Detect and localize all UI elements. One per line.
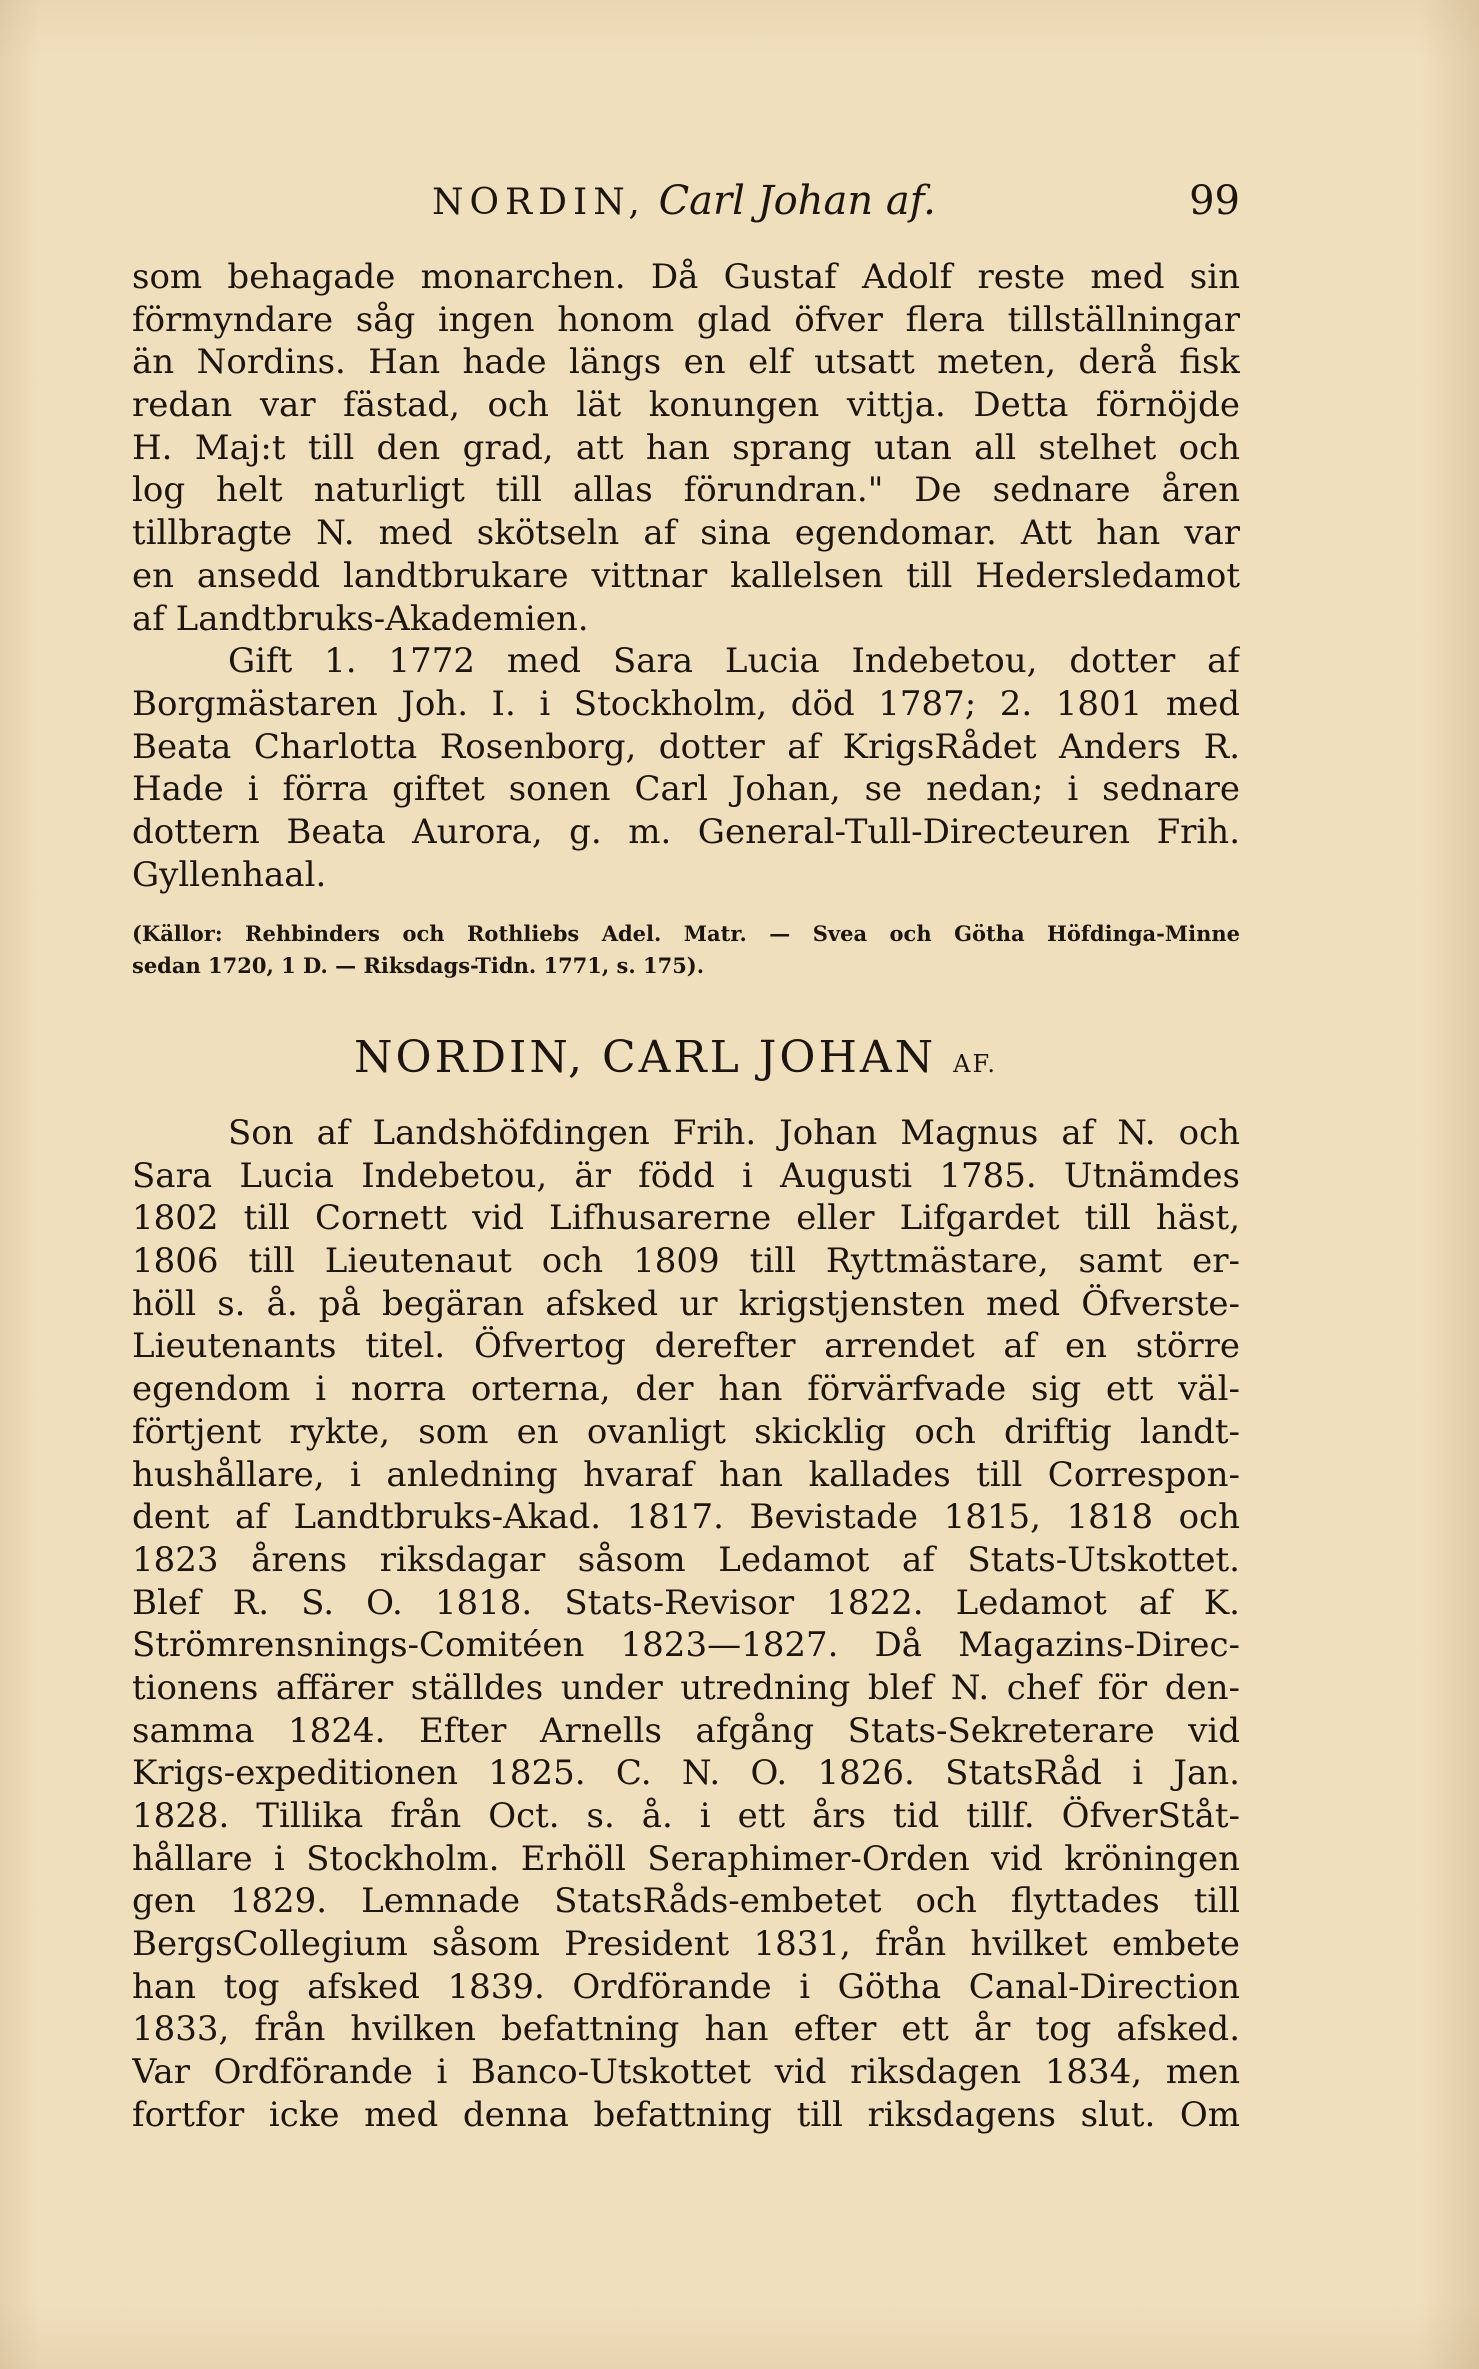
text-line: 1823 årens riksdagar såsom Ledamot af Stats-Utskottet. [132, 1539, 1240, 1580]
text-line: fortfor icke med denna befattning till riksdagens slut. Om [132, 2094, 1240, 2135]
running-header [132, 178, 1240, 234]
text-line: Borgmästaren Joh. I. i Stockholm, död 1787; 2. 1801 med [132, 683, 1240, 724]
text-line: som behagade monarchen. Då Gustaf Adolf reste med sin [132, 257, 1240, 297]
text-line: Sara Lucia Indebetou, är född i Augusti 1785. Utnämdes [132, 1155, 1240, 1196]
text-line: gen 1829. Lemnade StatsRåds-embetet och flyttades till [132, 1881, 1240, 1922]
text-line: egendom i norra orterna, der han förvärfvade sig ett väl- [132, 1369, 1240, 1410]
text-line: förmyndare såg ingen honom glad öfver flera tillställningar [132, 299, 1240, 340]
text-line: han tog afsked 1839. Ordförande i Götha Canal-Direction [132, 1966, 1240, 2007]
running-title-name: NORDIN, [432, 182, 646, 223]
text-line: en ansedd landtbrukare vittnar kallelsen till Hedersledamot [132, 555, 1240, 596]
text-line: Beata Charlotta Rosenborg, dotter af KrigsRådet Anders R. [132, 726, 1240, 767]
entry-heading-name: NORDIN, CARL JOHAN [354, 1032, 937, 1083]
text-line: dent af Landtbruks-Akad. 1817. Bevistade 1815, 1818 och [132, 1497, 1240, 1538]
text-line: hushållare, i anledning hvaraf han kallades till Correspon- [132, 1454, 1240, 1495]
text-line: Lieutenants titel. Öfvertog derefter arrendet af en större [132, 1326, 1240, 1367]
text-line: log helt naturligt till allas förundran." De sednare åren [132, 470, 1240, 511]
sources-note [132, 918, 1240, 982]
text-line: Hade i förra giftet sonen Carl Johan, se nedan; i sednare [132, 769, 1240, 810]
text-line: Strömrensnings-Comitéen 1823—1827. Då Magazins-Direc- [132, 1625, 1240, 1666]
page-number: 99 [1189, 178, 1240, 224]
text-line: redan var fästad, och lät konungen vittja. Detta förnöjde [132, 385, 1240, 426]
text-line: Blef R. S. O. 1818. Stats-Revisor 1822. Ledamot af K. [132, 1582, 1240, 1623]
running-title [432, 178, 936, 224]
entry-body-text [132, 1112, 1240, 2137]
text-line: höll s. å. på begäran afsked ur krigstjensten med Öfverste- [132, 1283, 1240, 1324]
text-line: Var Ordförande i Banco-Utskottet vid riksdagen 1834, men [132, 2052, 1240, 2093]
entry-heading [354, 1032, 997, 1083]
text-line: tillbragte N. med skötseln af sina egendomar. Att han var [132, 513, 1240, 554]
text-line: än Nordins. Han hade längs en elf utsatt meten, derå fisk [132, 342, 1240, 383]
text-line: samma 1824. Efter Arnells afgång Stats-Sekreterare vid [132, 1710, 1240, 1751]
entry-heading-suffix: AF. [953, 1050, 998, 1078]
source-line: sedan 1720, 1 D. — Riksdags-Tidn. 1771, s. 175). [132, 953, 705, 978]
text-line: Gift 1. 1772 med Sara Lucia Indebetou, dotter af [228, 641, 1240, 682]
source-line: (Källor: Rehbinders och Rothliebs Adel. Matr. — Svea och Götha Höfdinga-Minne [132, 921, 1240, 946]
text-line: 1828. Tillika från Oct. s. å. i ett års tid tillf. ÖfverStåt- [132, 1796, 1240, 1836]
text-line: hållare i Stockholm. Erhöll Seraphimer-Orden vid kröningen [132, 1838, 1240, 1879]
text-line: 1833, från hvilken befattning han efter ett år tog afsked. [132, 2009, 1240, 2050]
running-title-given-names: Carl Johan af. [658, 178, 936, 224]
text-line: förtjent rykte, som en ovanligt skicklig och driftig landt- [132, 1411, 1240, 1452]
text-line: BergsCollegium såsom President 1831, från hvilket embete [132, 1924, 1240, 1965]
text-line: Krigs-expeditionen 1825. C. N. O. 1826. StatsRåd i Jan. [132, 1753, 1240, 1794]
text-line: Gyllenhaal. [132, 854, 327, 895]
text-line: af Landtbruks-Akademien. [132, 598, 589, 639]
text-line: dottern Beata Aurora, g. m. General-Tull-Directeuren Frih. [132, 811, 1240, 852]
text-line: 1806 till Lieutenaut och 1809 till Ryttmästare, samt er- [132, 1241, 1240, 1282]
text-line: H. Maj:t till den grad, att han sprang utan all stelhet och [132, 427, 1240, 468]
text-line: 1802 till Cornett vid Lifhusarerne eller Lifgardet till häst, [132, 1198, 1240, 1239]
text-line: Son af Landshöfdingen Frih. Johan Magnus af N. och [228, 1113, 1240, 1153]
previous-entry-text [132, 256, 1240, 896]
text-line: tionens affärer ställdes under utredning blef N. chef för den- [132, 1667, 1240, 1708]
